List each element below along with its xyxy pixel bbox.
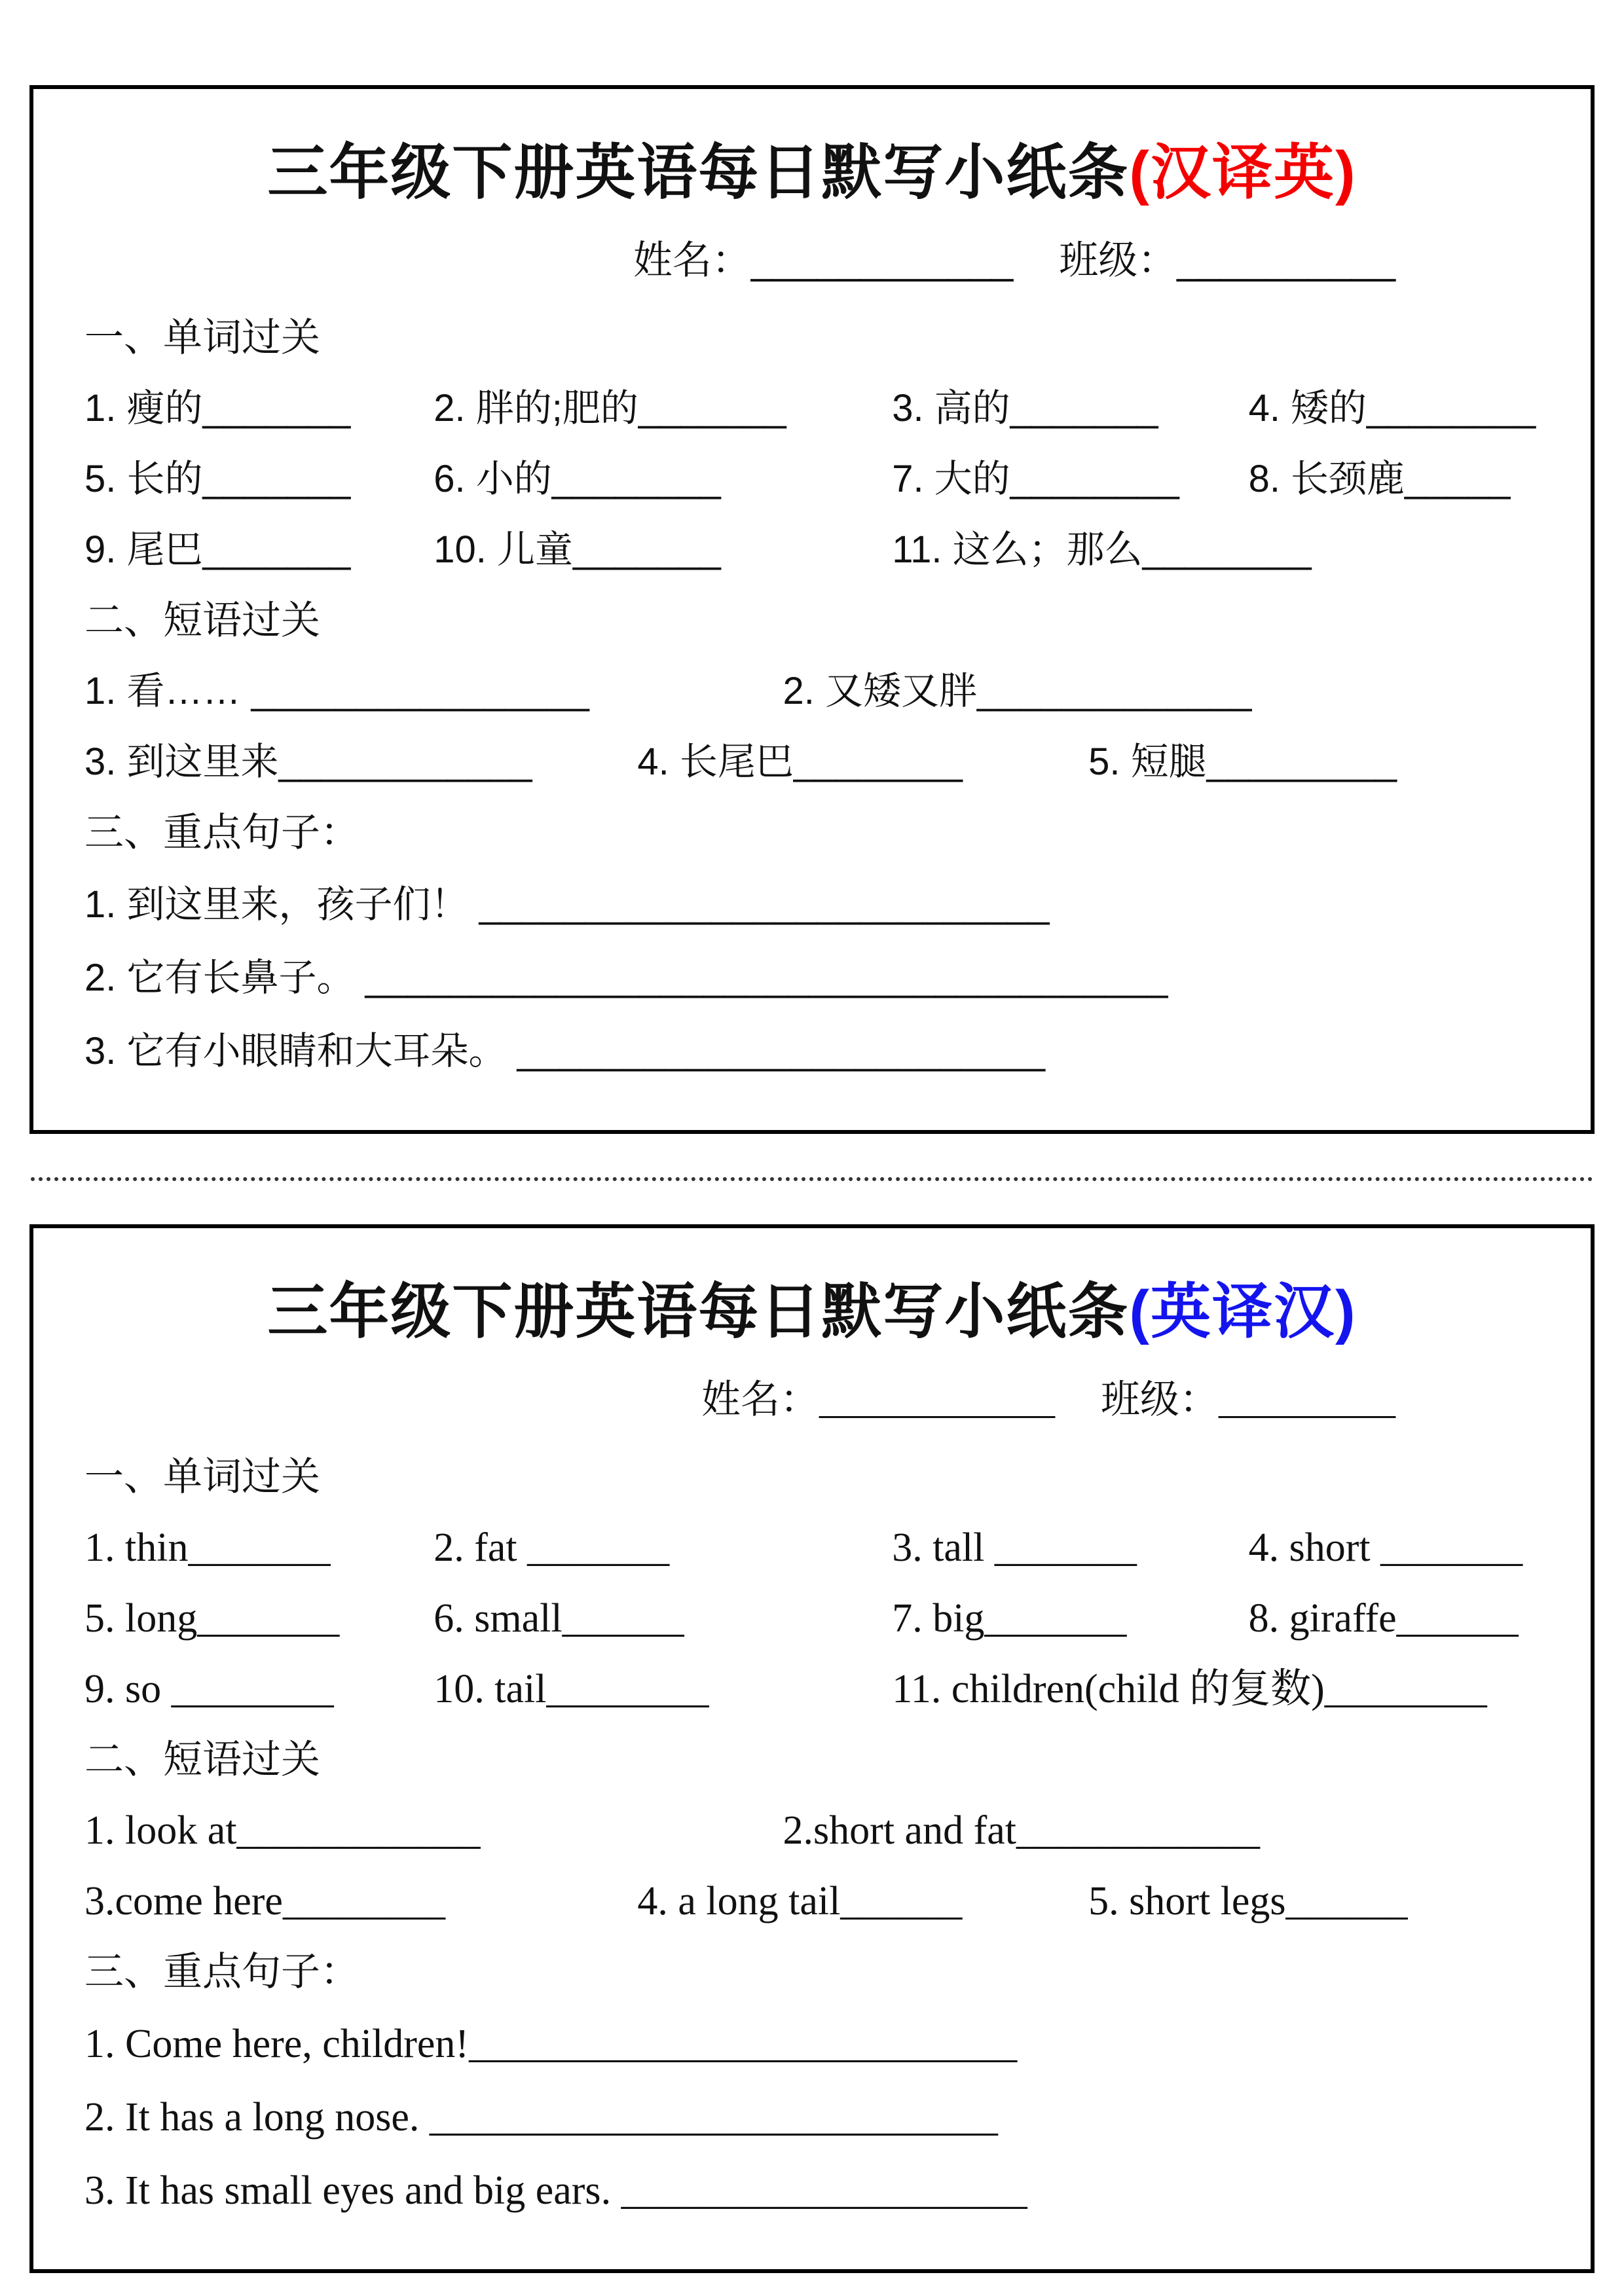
name-label: 姓名： bbox=[701, 1378, 819, 1421]
sentence-line: 3. 它有小眼睛和大耳朵。 _________________________ bbox=[84, 1030, 1046, 1072]
word-item: 1. thin_______ bbox=[84, 1525, 331, 1570]
word-item: 10. 儿童_______ bbox=[434, 528, 721, 571]
name-blank: ____________ bbox=[819, 1378, 1055, 1421]
card-cn-word-row-3 bbox=[84, 515, 1540, 585]
phrase-item: 5. short legs______ bbox=[1088, 1879, 1408, 1923]
card-en-words-header: 一、单词过关 bbox=[84, 1455, 320, 1499]
card-cn-sentences-header: 三、重点句子： bbox=[84, 811, 360, 854]
word-item: 2. fat _______ bbox=[434, 1525, 670, 1570]
word-item: 6. 小的________ bbox=[434, 458, 721, 500]
card-cn-title-paren: (汉译英) bbox=[1129, 139, 1357, 206]
card-cn-phrase-row-1 bbox=[84, 656, 1540, 727]
card-english-to-chinese bbox=[29, 1224, 1595, 2273]
word-item: 5. long_______ bbox=[84, 1596, 340, 1641]
word-item: 10. tail________ bbox=[434, 1667, 709, 1711]
phrase-item: 1. 看…… ________________ bbox=[84, 670, 589, 712]
card-cn-phrases-header: 二、短语过关 bbox=[84, 598, 320, 642]
sentence-line: 3. It has small eyes and big ears. ____________________ bbox=[84, 2168, 1027, 2213]
word-item: 7. big_______ bbox=[892, 1596, 1127, 1641]
card-en-word-row-1 bbox=[84, 1512, 1540, 1583]
word-item: 3. 高的_______ bbox=[892, 387, 1158, 429]
phrase-item: 5. 短腿_________ bbox=[1088, 740, 1397, 783]
word-item: 11. children(child 的复数)________ bbox=[892, 1667, 1487, 1711]
card-cn-words-header: 一、单词过关 bbox=[84, 316, 320, 359]
sentence-line: 1. 到这里来，孩子们！ ___________________________ bbox=[84, 883, 1050, 926]
word-item: 9. so ________ bbox=[84, 1667, 334, 1711]
name-label: 姓名： bbox=[633, 238, 751, 282]
card-cn-name-class-line bbox=[633, 228, 1395, 293]
card-en-phrase-row-2 bbox=[84, 1866, 1540, 1937]
card-en-title-text: 三年级下册英语每日默写小纸条 bbox=[267, 1279, 1130, 1345]
card-en-title-paren: (英译汉) bbox=[1129, 1279, 1357, 1345]
card-en-word-row-2 bbox=[84, 1583, 1540, 1654]
word-item: 4. short _______ bbox=[1248, 1525, 1523, 1570]
card-en-word-row-3 bbox=[84, 1654, 1540, 1724]
sentence-line: 2. It has a long nose. ____________________________ bbox=[84, 2095, 998, 2140]
card-cn-title-text: 三年级下册英语每日默写小纸条 bbox=[267, 139, 1130, 206]
phrase-item: 4. a long tail______ bbox=[637, 1879, 963, 1923]
phrase-item: 1. look at____________ bbox=[84, 1808, 481, 1853]
card-en-title bbox=[84, 1264, 1540, 1350]
class-label: 班级： bbox=[1101, 1378, 1219, 1421]
card-chinese-to-english bbox=[29, 85, 1595, 1134]
card-en-phrases-header: 二、短语过关 bbox=[84, 1738, 320, 1781]
word-item: 11. 这么；那么________ bbox=[892, 528, 1312, 571]
word-item: 1. 瘦的_______ bbox=[84, 387, 351, 429]
word-item: 4. 矮的________ bbox=[1248, 387, 1536, 429]
word-item: 6. small______ bbox=[434, 1596, 684, 1641]
word-item: 8. 长颈鹿_____ bbox=[1248, 458, 1511, 500]
word-item: 2. 胖的;肥的_______ bbox=[434, 387, 786, 429]
name-blank: ____________ bbox=[750, 238, 1014, 282]
word-item: 5. 长的_______ bbox=[84, 458, 351, 500]
card-cn-phrase-row-2 bbox=[84, 727, 1540, 797]
phrase-item: 2. 又矮又胖_____________ bbox=[783, 670, 1252, 712]
word-item: 7. 大的________ bbox=[892, 458, 1179, 500]
card-cn-word-row-1 bbox=[84, 373, 1540, 444]
card-en-name-class-line bbox=[701, 1367, 1395, 1432]
class-label: 班级： bbox=[1059, 238, 1177, 282]
phrase-item: 3.come here________ bbox=[84, 1879, 445, 1923]
word-item: 3. tall _______ bbox=[892, 1525, 1137, 1570]
card-en-sentences-header: 三、重点句子： bbox=[84, 1950, 360, 1994]
word-item: 9. 尾巴_______ bbox=[84, 528, 351, 571]
sentence-line: 2. 它有长鼻子。 ______________________________________ bbox=[84, 957, 1168, 999]
card-cn-title bbox=[84, 124, 1540, 211]
class-blank: __________ bbox=[1177, 238, 1395, 282]
sentence-line: 1. Come here, children!___________________________ bbox=[84, 2022, 1018, 2066]
word-item: 8. giraffe______ bbox=[1248, 1596, 1519, 1641]
dotted-cut-line bbox=[31, 1177, 1593, 1181]
class-blank: _________ bbox=[1219, 1378, 1395, 1421]
phrase-item: 2.short and fat____________ bbox=[783, 1808, 1260, 1853]
phrase-item: 4. 长尾巴________ bbox=[637, 740, 963, 783]
phrase-item: 3. 到这里来____________ bbox=[84, 740, 532, 783]
card-en-phrase-row-1 bbox=[84, 1795, 1540, 1866]
card-cn-word-row-2 bbox=[84, 444, 1540, 515]
